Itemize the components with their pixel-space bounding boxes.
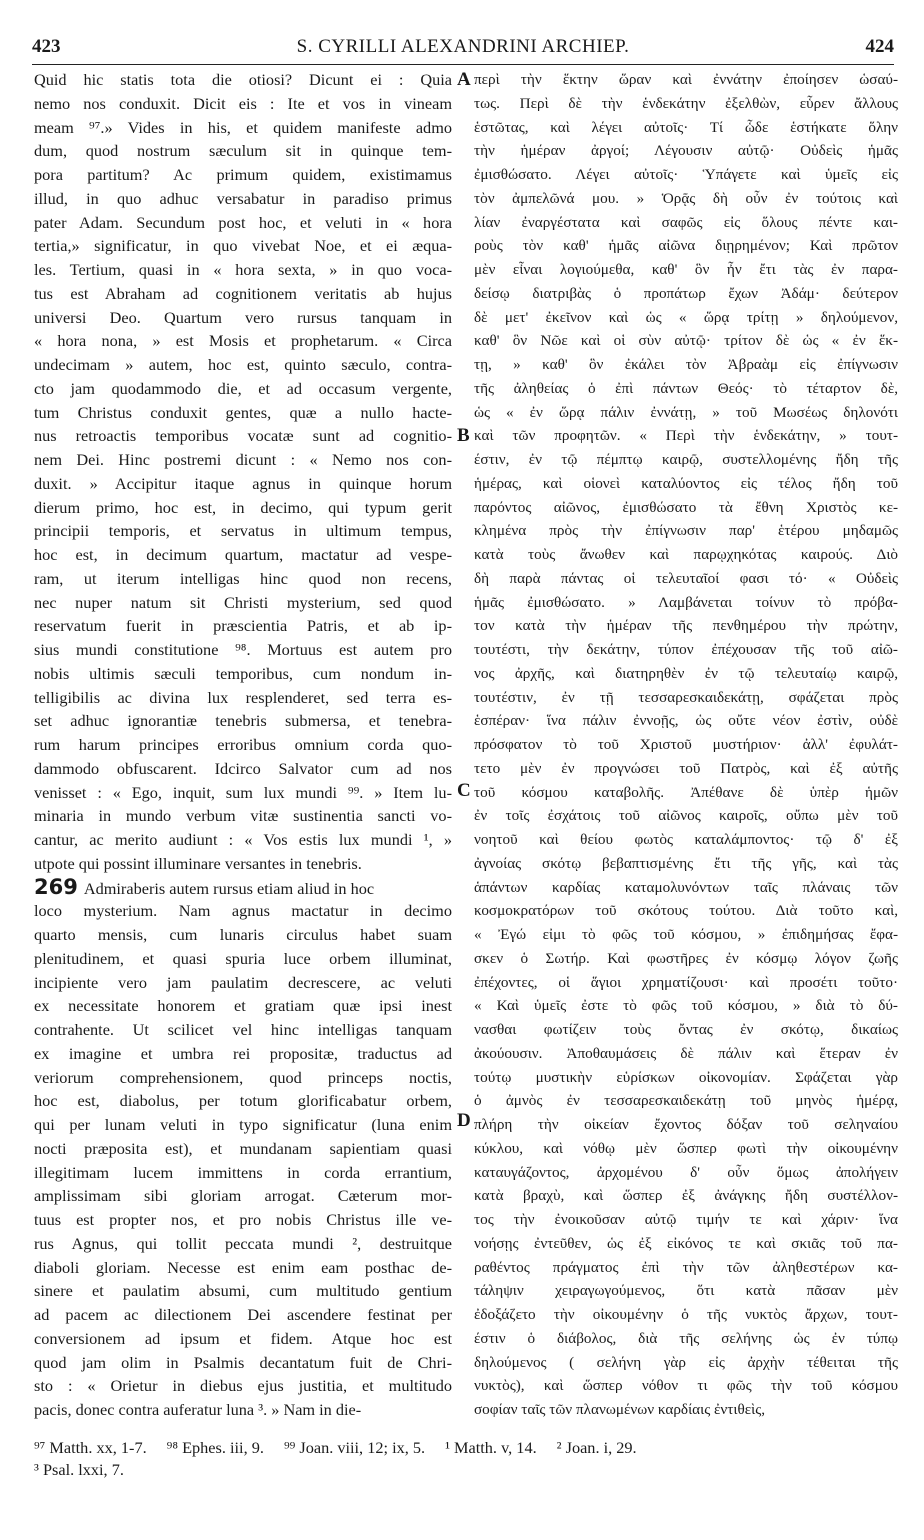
latin-line: nem Dei. Hinc postremi dicunt : « Nemo nos con-	[34, 450, 452, 469]
greek-line: κλημένα πρὸς τὴν ἐπίγνωσιν παρ' ἑτέρου μηδαμῶς	[474, 522, 898, 540]
greek-line: τάληψιν χειραγωγούμενος, ὅτι κατὰ πᾶσαν μὲν	[474, 1282, 898, 1300]
latin-line: contrahente. Ut scilicet vel hinc intelligas tanquam	[34, 1020, 452, 1039]
latin-line: sinere et paulatim absumi, cum multitudo gentium	[34, 1281, 452, 1301]
latin-line: ex necessitate honorem et gratiam quæ ipsi inest	[34, 996, 452, 1016]
latin-line: diaboli gloriam. Necesse est enim eam posthac de-	[34, 1257, 452, 1277]
running-header	[32, 34, 894, 65]
latin-line: incipiente vero jam paulatim decrescere, ac veluti	[34, 972, 452, 992]
latin-line: nec nuper natum sit Christi mysterium, sed quod	[34, 592, 452, 612]
greek-line: έστιν, ἐν τῷ πέμπτῳ καιρῷ, συστελλομένης ἤδη τῆς	[474, 451, 898, 468]
greek-line: τετο μὲν ἐν προγνώσει τοῦ Πατρὸς, καὶ ἐξ αὐτῆς	[474, 759, 898, 777]
greek-line: ἁπάντων καρδίας καταμολυνόντων ταῖς πλάναις τῶν	[474, 878, 898, 896]
footnotes	[34, 1437, 896, 1481]
greek-line: περὶ τὴν ἕκτην ὥραν καὶ ἐννάτην ἐποίησεν ὡσαύ-	[474, 71, 898, 88]
greek-line: ὡς « ἐν ὥρᾳ πάλιν ἐννάτῃ, » τοῦ Μωσέως δηλονότι	[474, 403, 898, 421]
latin-line: nobis ultimis sæculi temporibus, cum nondum in-	[34, 663, 452, 683]
page-number-left: 423	[32, 36, 61, 57]
latin-line: amplissimam sibi gloriam arrogat. Cæterum mor-	[34, 1186, 452, 1206]
latin-line: nocti præposita est), et mundanam sapientiam quasi	[34, 1138, 452, 1158]
latin-line: tertia,» significatur, in quo vivebat Noe, et ei æqua-	[34, 236, 452, 256]
greek-line: σοφίαν ταῖς τῶν πλανωμένων καρδίαις ἐντιθεὶς,	[474, 1401, 766, 1418]
section-marker-c: C	[457, 780, 471, 801]
greek-line: ἡμέρας, καὶ οἱονεὶ καταλύοντος εἰς τέλος ἤδη τοῦ	[474, 474, 898, 492]
greek-line: ἐμισθώσατο. Λέγει αὐτοῖς· Ὑπάγετε καὶ ὑμεῖς εἰς	[474, 166, 898, 183]
greek-line: τως. Περὶ δὲ τὴν ἑνδεκάτην ἐξελθὼν, εὗρεν ἄλλους	[474, 94, 898, 112]
greek-line: ἀκούουσιν. Ἀποθαυμάσεις δὲ πάλιν καὶ ἕτεραν ἐν	[474, 1044, 898, 1062]
latin-line: Quid hic statis tota die otiosi? Dicunt ei : Quia	[34, 70, 452, 89]
greek-line: ἐν τοῖς ἐσχάτοις τοῦ αἰῶνος καιροῖς, οὔπω μὲν τοῦ	[474, 807, 898, 825]
latin-line: sto : « Orietur in diebus ejus justitia, et multitudo	[34, 1376, 452, 1396]
greek-line: τῆς ἀληθείας ὁ ἐπὶ πάντων Θεός· τὸ τέταρτον δὲ,	[474, 379, 898, 397]
greek-line: πρόσφατον τὸ τοῦ Χριστοῦ μυστήριον· ἀλλ' ἐφυλάτ-	[474, 736, 898, 753]
latin-line: duxit. » Accipitur itaque agnus in quinque horum	[34, 473, 452, 493]
greek-line: τουτέστιν, ἐν τῇ τεσσαρεσκαιδεκάτῃ, σφάζεται πρὸς	[474, 688, 898, 706]
greek-line: πλήρη τὴν οἰκείαν ἔχοντος δόξαν τοῦ σεληναίου	[474, 1116, 898, 1133]
greek-line: ἐπέχοντες, οἱ ἅγιοι χρηματίζουσι· καὶ προσέτι τοῦτο·	[474, 973, 898, 991]
greek-line: « Καὶ ὑμεῖς ἐστε τὸ φῶς τοῦ κόσμου, » διὰ τὸ δύ-	[474, 997, 898, 1015]
greek-line: καθ' ὃν Νῶε καὶ οἱ σὺν αὐτῷ· τρίτον δὲ ὡς « ἐν ἕκ-	[474, 332, 898, 350]
greek-line: ἑσπέραν· ἵνα πάλιν ἐννοῇς, ὡς οὔτε νέον ἐστὶν, οὐδὲ	[474, 712, 898, 730]
section-marker-b: B	[457, 425, 470, 446]
greek-line: ὁ ἀμνὸς ἐν τεσσαρεσκαιδεκάτῃ τοῦ μηνὸς ἡμέρᾳ,	[474, 1092, 898, 1110]
greek-line: τος τὴν ἐνοικοῦσαν αὐτῷ τιμήν τε καὶ χάριν· ἵνα	[474, 1211, 898, 1228]
greek-line: νυκτὸς), καὶ ὥσπερ νόθον τι φῶς τὴν τοῦ κόσμου	[474, 1377, 898, 1395]
greek-line: ἡμᾶς ἐμισθώσατο. » Λαμβάνεται τοίνυν τὸ πρόβα-	[474, 593, 898, 611]
greek-line: ἐδοξάζετο τὴν οἰκουμένην ὁ τῆς νυκτὸς ἄρχων, τουτ-	[474, 1306, 898, 1323]
footnote-ref: ¹ Matth. v, 14.	[445, 1438, 537, 1457]
latin-line: ad pacem ac dilectionem Dei ascendere festinat per	[34, 1305, 452, 1324]
greek-line: τὴν ἡμέραν ἀργοί; Λέγουσιν αὐτῷ· Οὐδεὶς ἡμᾶς	[474, 142, 898, 160]
chapter-number: 269	[34, 875, 78, 899]
greek-line: κατὰ βραχὺ, καὶ ὥσπερ ἐξ ἀνάγκης ἤδη συστέλλον-	[474, 1187, 898, 1205]
section-marker-a: A	[457, 69, 471, 90]
latin-line: minaria in mundo verbum vitæ sustinentia sancti vo-	[34, 806, 452, 826]
latin-line: rum harum principes erroribus omnium corda quo-	[34, 735, 452, 754]
greek-line: ἀγνοίας σκότῳ βεβαπτισμένης ἔτι τῆς γῆς, καὶ τὰς	[474, 854, 898, 872]
greek-line: κύκλου, καὶ νόθῳ μὲν ὥσπερ φωτὶ τὴν οἰκουμένην	[474, 1139, 898, 1157]
greek-line: τουτέστι, τὴν δεκάτην, τύπον ἐπέχουσαν τῆς τοῦ αἰῶ-	[474, 641, 898, 658]
running-title: S. CYRILLI ALEXANDRINI ARCHIEP.	[296, 36, 630, 57]
greek-line: νος ἀρχῆς, καὶ διατηρηθὲν ἐν τῷ τελευταίῳ καιρῷ,	[474, 664, 898, 682]
latin-line: tus est Abraham ad cognitionem veritatis ab hujus	[34, 283, 452, 303]
greek-line: δείσῳ διατριβὰς ὁ προπάτωρ ἔχων Ἀδάμ· δεύτερον	[474, 284, 898, 302]
latin-line: utpote qui possint illuminare versantes in tenebris.	[34, 853, 362, 873]
latin-line: dierum primo, hoc est, in decimo, qui typum gerit	[34, 497, 452, 517]
latin-line: hoc est, diabolus, per totum glorificabatur orbem,	[34, 1091, 452, 1111]
greek-line: ἑστῶτας, καὶ λέγει αὐτοῖς· Τί ὧδε ἑστήκατε ὅλην	[474, 118, 898, 136]
latin-line: meam ⁹⁷.» Vides in his, et quidem manifeste admo	[34, 117, 452, 137]
latin-column	[34, 68, 452, 1422]
section-marker-d: D	[457, 1110, 471, 1131]
greek-line: λίαν ἐναργέστατα καὶ σαφῶς εἰς ὅλους πέντε και-	[474, 213, 898, 231]
greek-column	[474, 68, 898, 1422]
greek-line: παρόντος αἰῶνος, ἐμισθώσατο τὰ ἔθνη Χριστὸς κε-	[474, 498, 898, 516]
footnote-ref: ⁹⁷ Matth. xx, 1-7.	[34, 1438, 147, 1457]
latin-line: reservatum fuerit in præscientia Patris, et ab ip-	[34, 616, 452, 636]
greek-line: ροὺς τὸν καθ' ἡμᾶς αἰῶνα διῃρημένον; Καὶ πρῶτον	[474, 237, 898, 255]
latin-line: veriorum comprehensionem, quod princeps noctis,	[34, 1067, 452, 1087]
latin-line: venisset : « Ego, inquit, sum lux mundi ⁹⁹. » Item lu-	[34, 782, 452, 802]
greek-line: νασθαι φωτίζειν τοὺς ὄντας ἐν σκότῳ, δικαίως	[474, 1021, 898, 1038]
latin-line: dammodo obfuscarent. Idcirco Salvator cum ad nos	[34, 758, 452, 778]
latin-line: hoc est, in decimum quartum, mactatur ad vespe-	[34, 545, 452, 564]
latin-line	[34, 876, 452, 900]
greek-line: νοητοῦ καὶ θείου φωτὸς καταλάμποντος· τῷ δ' ἐξ	[474, 831, 898, 848]
latin-line: les. Tertium, quasi in « hora sexta, » in quo voca-	[34, 260, 452, 279]
latin-line: nus retroactis temporibus vocatæ sunt ad cognitio-	[34, 426, 452, 446]
footnote-ref: ³ Psal. lxxi, 7.	[34, 1460, 124, 1479]
latin-line: plenitudinem, et quasi spuria luce orbem illuminat,	[34, 948, 452, 968]
footnote-ref: ⁹⁹ Joan. viii, 12; ix, 5.	[283, 1438, 426, 1457]
greek-line: κοσμοκρατόρων τοῦ σκότους τούτου. Διὰ τοῦτο καὶ,	[474, 902, 898, 920]
latin-line: loco mysterium. Nam agnus mactatur in decimo	[34, 901, 452, 921]
latin-line: ex imagine et umbra rei propositæ, traductus ad	[34, 1043, 452, 1063]
latin-line: illegitimam lucem immittens in corda errantium,	[34, 1162, 452, 1182]
latin-line: conversionem ad ipsum et fidem. Atque hoc est	[34, 1328, 452, 1348]
latin-line: illud, in quo adhuc versabatur in paradiso primus	[34, 188, 452, 208]
latin-line: nemo nos conduxit. Dicit eis : Ite et vos in vineam	[34, 93, 452, 113]
greek-line: καὶ τῶν προφητῶν. « Περὶ τὴν ἑνδεκάτην, » τουτ-	[474, 427, 898, 445]
greek-line: τῃ, » καθ' ὃν ἐκάλει τὸν Ἀβραὰμ εἰς ἐπίγνωσιν	[474, 356, 898, 373]
latin-line: quarto mensis, cum lunaris circulus habet suam	[34, 925, 452, 944]
greek-line: δηλούμενος ( σελήνη γὰρ εἰς ἀρχὴν τέθειται τῆς	[474, 1353, 898, 1371]
latin-line: quod jam olim in Psalmis decantatum fuit de Chri-	[34, 1352, 452, 1372]
latin-line: pater Adam. Secundum post hoc, et veluti in « hora	[34, 212, 452, 232]
greek-line: « Ἐγώ εἰμι τὸ φῶς τοῦ κόσμου, » ἐπιδημήσας ἔφα-	[474, 926, 898, 943]
greek-line: τὸν ἀμπελῶνά μου. » Ὁρᾷς δὴ οὖν ἐν τούτοις καὶ	[474, 189, 898, 207]
footnote-line-2	[34, 1459, 896, 1481]
page-number-right: 424	[865, 36, 894, 57]
latin-line: dum, quod nostrum sæculum sit in quinque tem-	[34, 141, 452, 161]
latin-line: cto jam quodammodo die, et ad occasum vergente,	[34, 378, 452, 398]
greek-line: μὲν εἶναι λογιούμεθα, καθ' ὃν ἦν ἔτι τὰς ἐν παρα-	[474, 261, 898, 278]
greek-line: έστιν ὁ διάβολος, διὰ τῆς σελήνης ὡς ἐν τύπῳ	[474, 1329, 898, 1347]
latin-line: tum Christus conduxit gentes, quæ a nullo hacte-	[34, 402, 452, 422]
greek-line: νοήσῃς ἐντεῦθεν, ὡς ἐξ εἰκόνος τε καὶ σκιᾶς τοῦ πα-	[474, 1234, 898, 1252]
greek-line: καταυγάζοντος, ἀρχομένου δ' οὖν ὅμως ἀπολήγειν	[474, 1163, 898, 1181]
latin-line: pora partitum? Ac primum quidem, existimamus	[34, 165, 452, 184]
latin-line: tuus est propter nos, et pro nobis Christus ille ve-	[34, 1210, 452, 1229]
footnote-ref: ⁹⁸ Ephes. iii, 9.	[166, 1438, 264, 1457]
greek-line: τούτῳ μυστικὴν εὑρίσκων οἰκονομίαν. Σφάζεται γὰρ	[474, 1068, 898, 1086]
latin-line: telligibilis ac divina lux resplenderet, sed terra es-	[34, 687, 452, 707]
latin-line: set adhuc ignorantiæ tenebris submersa, et tenebra-	[34, 711, 452, 731]
latin-line: sius mundi constitutione ⁹⁸. Mortuus est autem pro	[34, 640, 452, 659]
latin-line: universi Deo. Quartum vero rursus tanquam in	[34, 307, 452, 327]
latin-line: cantur, ac merito audiunt : « Vos estis lux mundi ¹, »	[34, 830, 452, 849]
greek-line: τον κατὰ τὴν ἡμέραν τῆς πενθημέρου τὴν πρώτην,	[474, 617, 898, 635]
latin-line: undecimam » autem, hoc est, quinto sæculo, contra-	[34, 355, 452, 374]
greek-line: κατὰ τοὺς ἄνωθεν καὶ παρῳχηκότας καιρούς. Διὸ	[474, 546, 898, 563]
latin-line: qui per lunam veluti in typo significatur (luna enim	[34, 1115, 452, 1134]
latin-line: pacis, donec contra auferatur luna ³. » Nam in die-	[34, 1400, 362, 1419]
greek-line: ραθέντος πράγματος ἐπὶ τὴν τῶν ἀληθεστέρων κα-	[474, 1258, 898, 1276]
line-text: Admiraberis autem rursus etiam aliud in hoc	[83, 878, 375, 898]
latin-line: ram, ut iterum intelligas hinc quod non recens,	[34, 568, 452, 588]
greek-line: τοῦ κόσμου καταβολῆς. Ἀπέθανε δὲ ὑπὲρ ἡμῶν	[474, 783, 898, 801]
latin-line: rus Agnus, qui tollit peccata mundi ², destruitque	[34, 1233, 452, 1253]
greek-line: σκεν ὁ Σωτήρ. Καὶ φωστῆρες ἐν κόσμῳ λόγον ζωῆς	[474, 949, 898, 967]
greek-line: δὲ μετ' ἐκεῖνον καὶ ὡς « ὥρᾳ τρίτῃ » δηλούμενον,	[474, 308, 898, 326]
latin-line: principii temporis, et servatus in ultimum tempus,	[34, 521, 452, 541]
footnote-line-1	[34, 1437, 896, 1459]
greek-line: δὴ παρὰ πάντας οἱ τελευταῖοί φασι τό· « Οὐδεὶς	[474, 569, 898, 587]
footnote-ref: ² Joan. i, 29.	[556, 1438, 637, 1457]
latin-line: « hora nona, » est Mosis et prophetarum. « Circa	[34, 331, 452, 351]
